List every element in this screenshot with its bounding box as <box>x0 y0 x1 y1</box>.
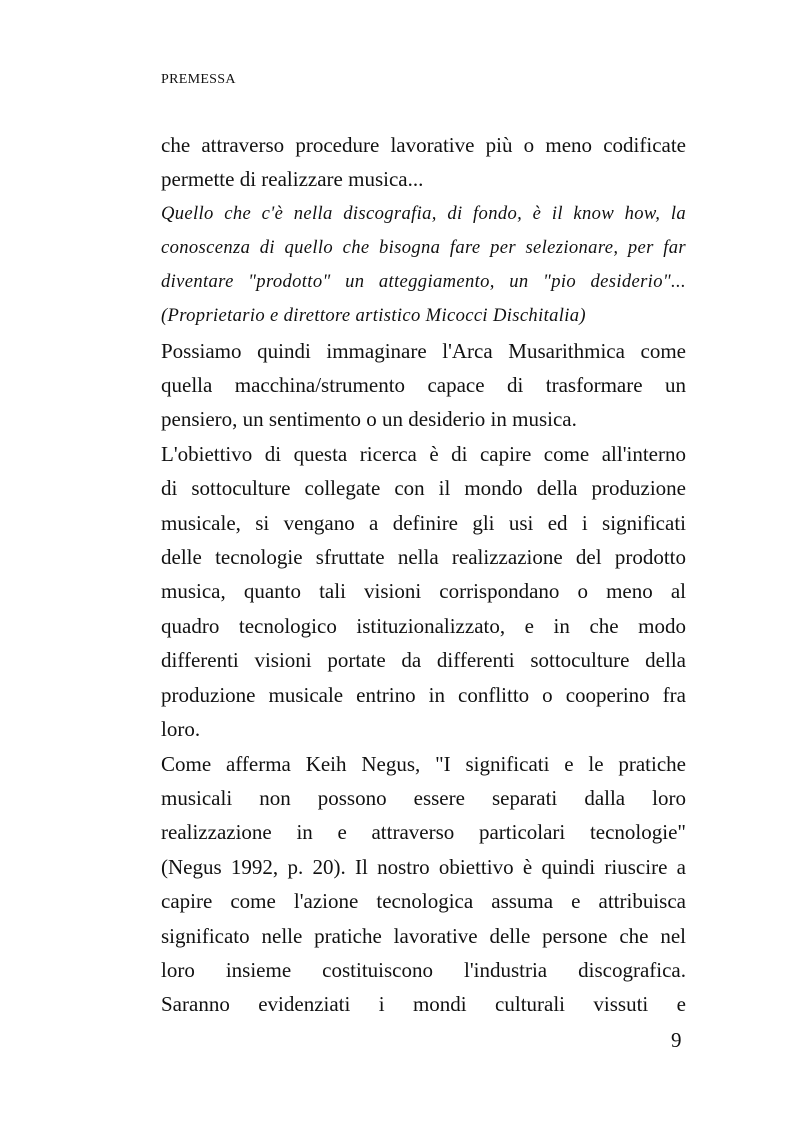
text-line: quadro tecnologico istituzionalizzato, e in che modo <box>161 613 686 638</box>
text-line: capire come l'azione tecnologica assuma e attribuisca <box>161 889 686 914</box>
quote-line: diventare "prodotto" un atteggiamento, un "pio desiderio"... <box>161 271 686 293</box>
text-line: musicali non possono essere separati dalla loro <box>161 785 686 810</box>
text-line: di sottoculture collegate con il mondo della produzione <box>161 476 686 501</box>
interview-quote <box>161 197 686 334</box>
text-line: pensiero, un sentimento o un desiderio in musica. <box>161 407 577 432</box>
page-number: 9 <box>671 1028 682 1052</box>
text-line: Come afferma Keih Negus, "I significati e le pratiche <box>161 751 686 776</box>
paragraph-continuation <box>161 128 686 197</box>
text-line: musica, quanto tali visioni corrispondano o meno al <box>161 579 686 604</box>
text-line: L'obiettivo di questa ricerca è di capire come all'interno <box>161 441 686 466</box>
paragraph-research-objective <box>161 437 686 747</box>
text-line: loro insieme costituiscono l'industria discografica. <box>161 957 686 982</box>
paragraph-arca-musarithmica <box>161 334 686 437</box>
quote-line: Quello che c'è nella discografia, di fondo, è il know how, la <box>161 202 686 224</box>
quote-attribution: (Proprietario e direttore artistico Micocci Dischitalia) <box>161 305 586 327</box>
text-line: differenti visioni portate da differenti sottoculture della <box>161 648 686 673</box>
running-header: PREMESSA <box>161 72 236 87</box>
text-line: quella macchina/strumento capace di trasformare un <box>161 373 686 398</box>
text-line: che attraverso procedure lavorative più o meno codificate <box>161 133 686 157</box>
text-line: musicale, si vengano a definire gli usi ed i significati <box>161 510 686 535</box>
quote-line: conoscenza di quello che bisogna fare per selezionare, per far <box>161 237 686 259</box>
page-body <box>161 128 686 1022</box>
text-line: realizzazione in e attraverso particolari tecnologie" <box>161 820 686 845</box>
text-line: Saranno evidenziati i mondi culturali vissuti e <box>161 992 686 1017</box>
text-line: produzione musicale entrino in conflitto o cooperino fra <box>161 682 686 707</box>
text-line: significato nelle pratiche lavorative delle persone che nel <box>161 923 686 948</box>
text-line: (Negus 1992, p. 20). Il nostro obiettivo è quindi riuscire a <box>161 854 686 879</box>
text-line: permette di realizzare musica... <box>161 167 424 192</box>
paragraph-negus-citation <box>161 747 686 1022</box>
text-line: delle tecnologie sfruttate nella realizzazione del prodotto <box>161 545 686 570</box>
text-line: Possiamo quindi immaginare l'Arca Musarithmica come <box>161 338 686 363</box>
text-line: loro. <box>161 717 201 742</box>
